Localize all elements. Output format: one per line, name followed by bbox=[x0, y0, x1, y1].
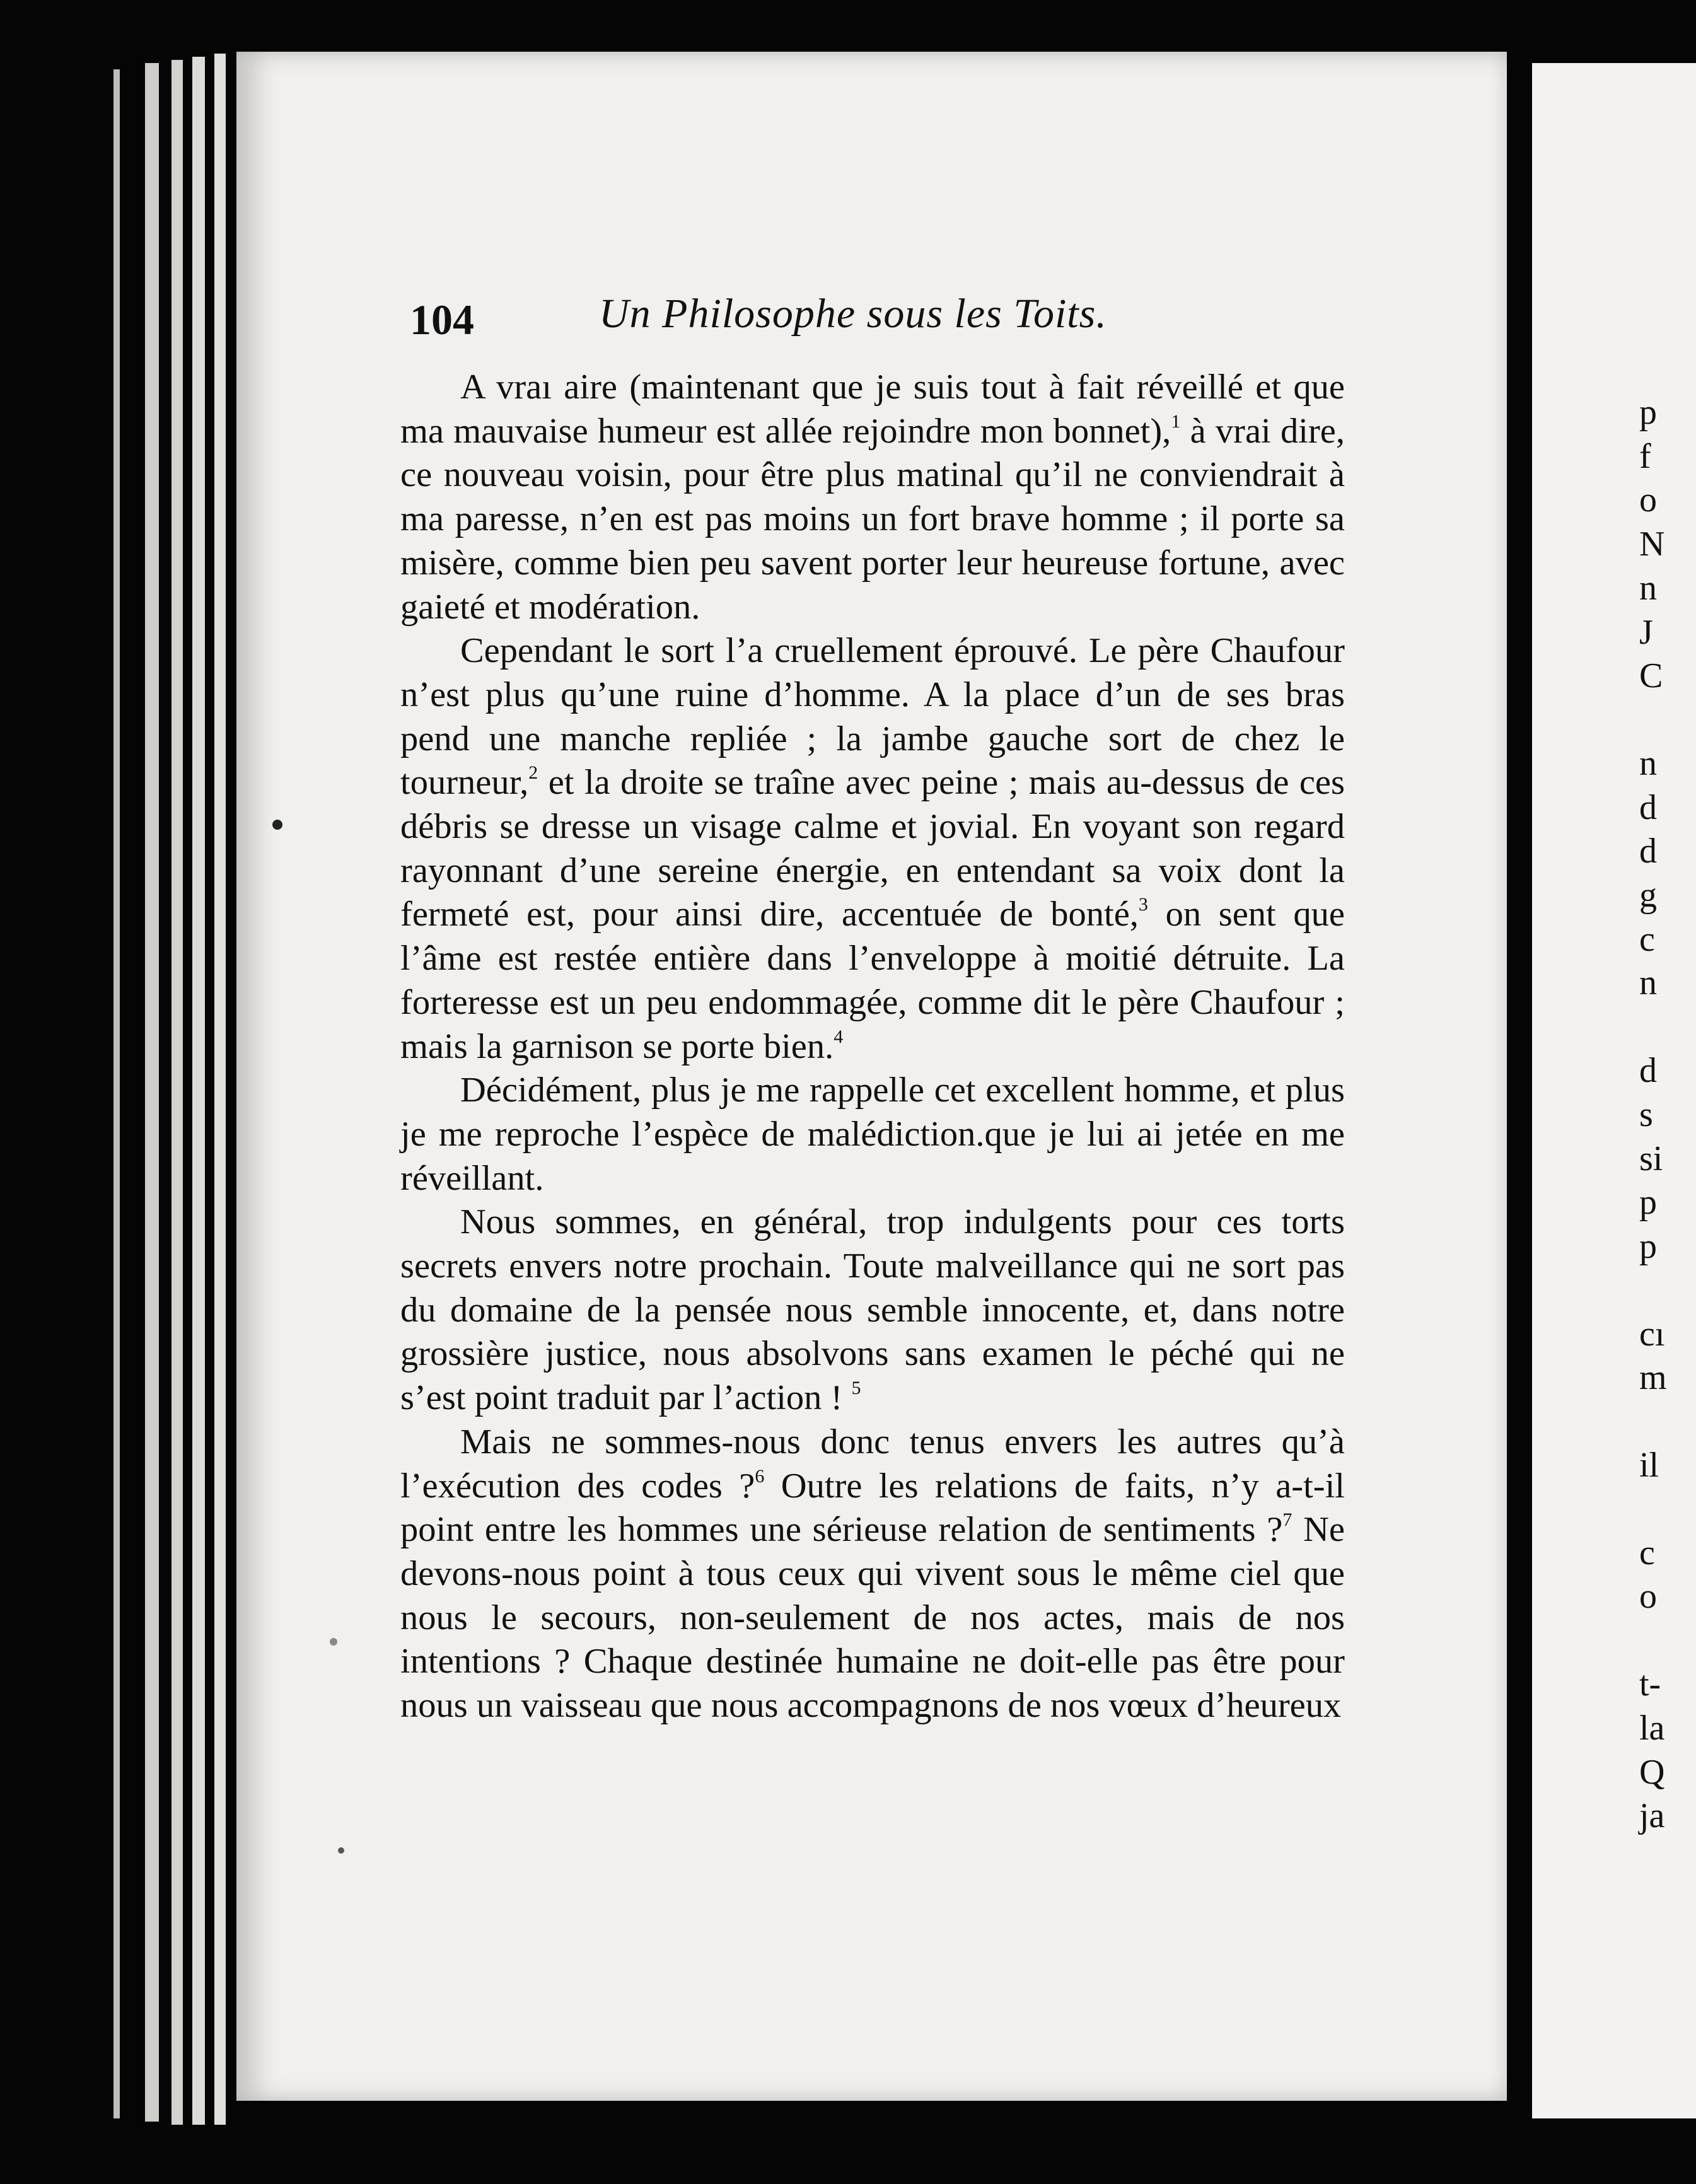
paragraph: A vraı aire (maintenant que je suis tout à fait réveillé et que ma mauvaise humeur est allée rejoindre mon bonnet),$^1$ à vrai dire, ce nouveau voisin, pour être plus matinal qu’il ne conviendrait à ma paresse, n’en est pas moins un fort brave homme ; il porte sa misère, comme bien peu savent porter leur heureuse fortune, avec gaieté et modération. bbox=[400, 368, 1345, 627]
margin-mark bbox=[330, 1638, 337, 1646]
footnote-ref: 7 bbox=[1282, 1509, 1292, 1531]
page-edge bbox=[171, 60, 183, 2125]
running-title: Un Philosophe sous les Toits. bbox=[599, 291, 1107, 337]
page-number: 104 bbox=[410, 296, 474, 344]
footnote-ref: 4 bbox=[833, 1026, 844, 1047]
footnote-ref: 1 bbox=[1171, 410, 1181, 432]
facing-page bbox=[1532, 63, 1696, 2118]
footnote-ref: 6 bbox=[755, 1465, 765, 1487]
facing-page-text: p f o N n J C n d d g c n d s si p p cı m il c o t- la Q ja bbox=[1639, 393, 1667, 1836]
body-text bbox=[400, 366, 1345, 1728]
footnote-ref: 3 bbox=[1138, 894, 1148, 915]
running-header bbox=[410, 290, 1387, 359]
paragraph: Cependant le sort l’a cruellement éprouvé. Le père Chaufour n’est plus qu’une ruine d’homme. A la place d’un de ses bras pend une manche repliée ; la jambe gauche sort de chez le tourneur,$^2$ et la droite se traîne avec peine ; mais au-dessus de ces débris se dresse un visage calme et jovial. En voyant son regard rayonnant d’une sereine énergie, en entendant sa voix dont la fermeté est, pour ainsi dire, accentuée de bonté,$^3$ on sent que l’âme est restée entière dans l’enveloppe à moitié détruite. La forteresse est un peu endommagée, comme dit le père Chaufour ; mais la garnison se porte bien.$^4$ bbox=[400, 631, 1345, 1066]
footnote-ref: 5 bbox=[851, 1378, 861, 1399]
page-edge bbox=[145, 63, 159, 2122]
margin-mark bbox=[338, 1847, 344, 1854]
paragraph: Mais ne sommes-nous donc tenus envers les autres qu’à l’exécution des codes ?$^6$ Outre les relations de faits, n’y a-t-il point entre les hommes une sérieuse relation de sentiments ?$^7$ Ne devons-nous point à tous ceux qui vivent sous le même ciel que nous le secours, non-seulement de nos actes, mais de nos intentions ? Chaque destinée humaine ne doit-elle pas être pour nous un vaisseau que nous accompagnons de nos vœux d’heureux bbox=[400, 1422, 1345, 1726]
footnote-ref: 2 bbox=[528, 762, 538, 784]
margin-mark bbox=[272, 820, 282, 830]
paragraph: Décidément, plus je me rappelle cet excellent homme, et plus je me reproche l’espèce de malédiction.que je lui ai jetée en me réveillant. bbox=[400, 1071, 1345, 1198]
paragraph: Nous sommes, en général, trop indulgents pour ces torts secrets envers notre prochain. Toute malveillance qui ne sort pas du domaine de la pensée nous semble innocente, et, dans notre grossière justice, nous absolvons sans examen le péché qui ne s’est point traduit par l’action ! $^5$ bbox=[400, 1202, 1345, 1418]
page-edge bbox=[113, 69, 120, 2118]
page-edge bbox=[214, 54, 226, 2125]
page-edge bbox=[192, 57, 205, 2125]
